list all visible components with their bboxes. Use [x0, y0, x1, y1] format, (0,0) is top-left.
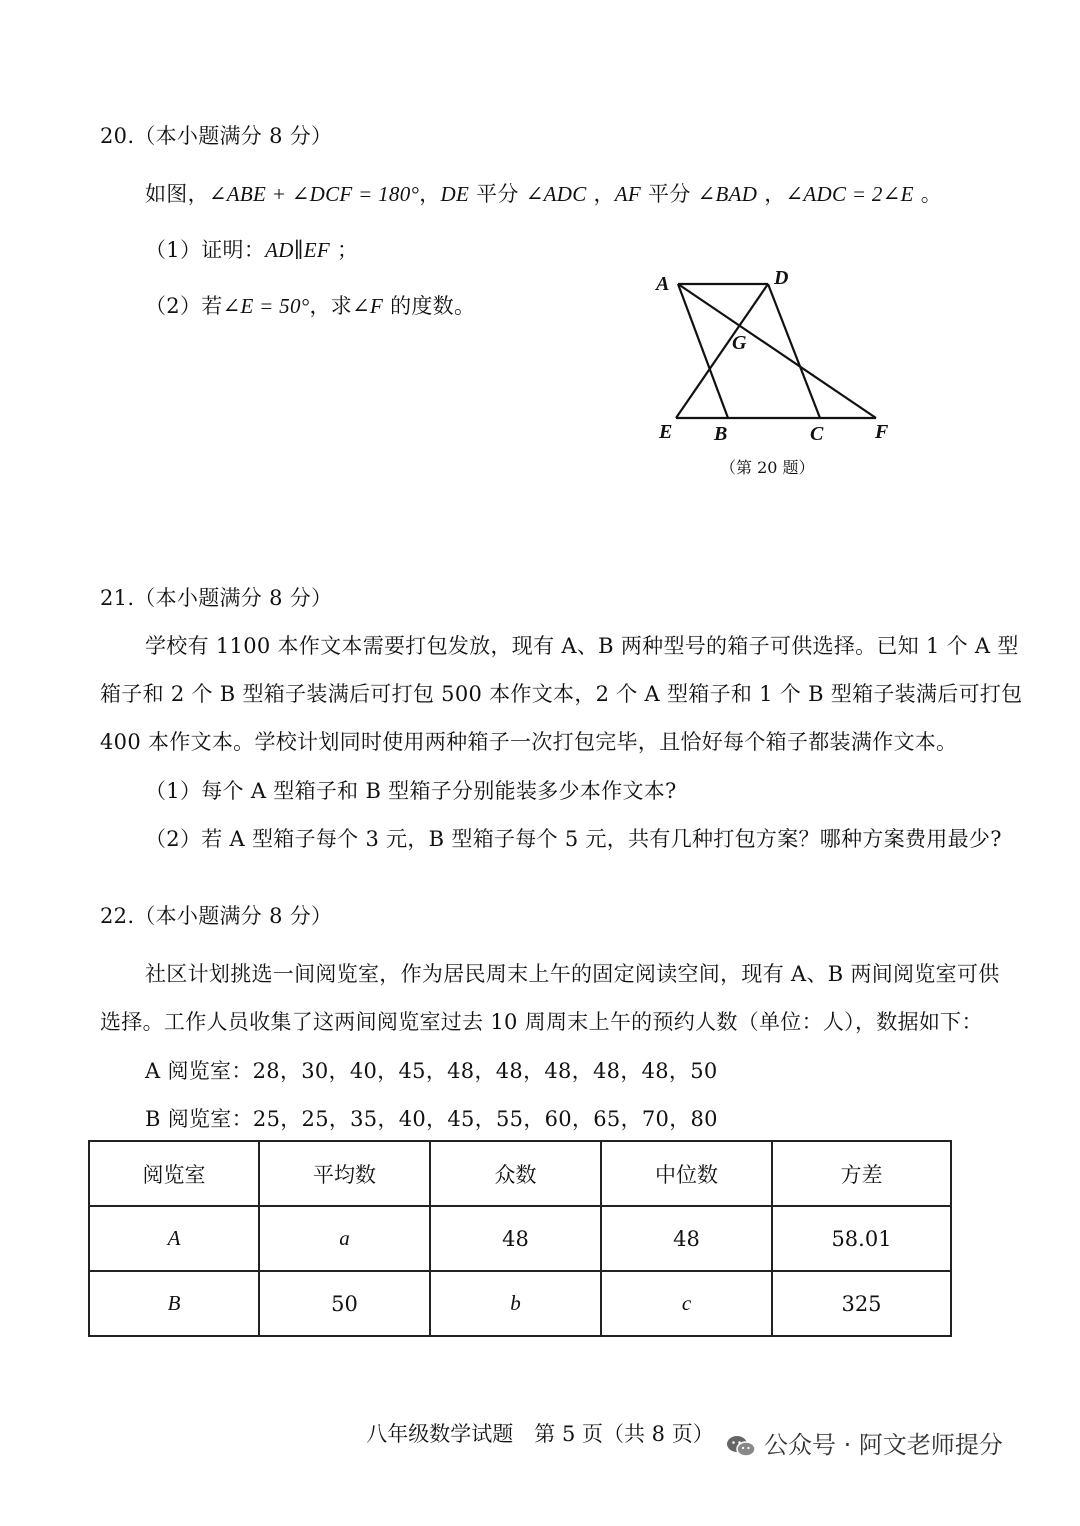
q20-stem-part: 平分: [469, 182, 526, 206]
q20-stem-part: 平分: [641, 182, 698, 206]
q20-stem-part: ，: [757, 182, 786, 206]
q22-line-1: 社区计划挑选一间阅览室，作为居民周末上午的固定阅读空间，现有 A、B 两间阅览室可供: [145, 962, 1000, 986]
q20-stem-math: ∠ADC: [525, 182, 587, 206]
q20-stem-part: ，: [586, 182, 615, 206]
table-cell: 58.01: [772, 1206, 951, 1271]
q20-stem-part: 。: [913, 182, 942, 206]
q21-line-1: 学校有 1100 本作文本需要打包发放，现有 A、B 两种型号的箱子可供选择。已知 1 个 A 型: [145, 634, 1019, 658]
q20-stem-math: ∠ABE + ∠DCF = 180°: [208, 182, 420, 206]
q20-subquestion-1: [145, 234, 358, 264]
wechat-icon: [726, 1435, 756, 1457]
q20-sub1-math: AD∥EF: [265, 238, 331, 262]
table-cell: 48: [601, 1206, 772, 1271]
table-cell: 50: [259, 1271, 430, 1336]
segment-AB: [678, 284, 728, 418]
q20-stem-math: AF: [614, 182, 642, 206]
label-G: G: [732, 332, 747, 354]
q20-sub1-prefix: （1）证明：: [145, 238, 266, 262]
q21-line-2: 箱子和 2 个 B 型箱子装满后可打包 500 本作文本，2 个 A 型箱子和 1 个 B 型箱子装满后可打包: [100, 682, 1023, 706]
q20-geometry-figure: [640, 262, 910, 482]
q20-header: 20.（本小题满分 8 分）: [100, 124, 333, 148]
q22-data-a: A 阅览室：28，30，40，45，48，48，48，48，48，50: [145, 1059, 718, 1083]
q20-stem-math: ∠ADC = 2∠E: [785, 182, 914, 206]
q22-header: 22.（本小题满分 8 分）: [100, 904, 333, 928]
watermark: [726, 1425, 1003, 1460]
q20-subquestion-2: [145, 290, 475, 320]
table-cell: 48: [430, 1206, 601, 1271]
label-F: F: [875, 421, 889, 443]
table-cell: a: [259, 1206, 430, 1271]
page-footer: 八年级数学试题 第 5 页（共 8 页）: [366, 1422, 714, 1446]
q21-header: 21.（本小题满分 8 分）: [100, 586, 333, 610]
segment-DE: [676, 284, 768, 418]
q21-subquestion-1: （1）每个 A 型箱子和 B 型箱子分别能装多少本作文本?: [145, 779, 677, 803]
segment-AF: [678, 284, 876, 418]
q21-line-3: 400 本作文本。学校计划同时使用两种箱子一次打包完毕，且恰好每个箱子都装满作文本。: [100, 730, 958, 754]
q20-sub2-prefix: （2）若: [145, 294, 223, 318]
label-B: B: [714, 423, 728, 445]
q20-sub2-suffix: 的度数。: [383, 294, 476, 318]
table-cell: b: [430, 1271, 601, 1336]
q20-sub1-suffix: ；: [330, 238, 359, 262]
q20-stem-part: ，: [419, 182, 441, 206]
q20-stem-math: DE: [440, 182, 470, 206]
table-cell: 325: [772, 1271, 951, 1336]
table-header-cell: 方差: [772, 1141, 951, 1206]
table-cell: c: [601, 1271, 772, 1336]
table-header-cell: 阅览室: [89, 1141, 259, 1206]
label-A: A: [656, 273, 670, 295]
q21-subquestion-2: （2）若 A 型箱子每个 3 元，B 型箱子每个 5 元，共有几种打包方案？哪种方案费用最少?: [145, 827, 1002, 851]
q22-data-b: B 阅览室：25，25，35，40，45，55，60，65，70，80: [145, 1107, 718, 1131]
table-header-cell: 中位数: [601, 1141, 772, 1206]
q20-sub2-mid: ，求: [309, 294, 353, 318]
q20-sub2-math: ∠F: [352, 294, 384, 318]
table-cell: B: [89, 1271, 259, 1336]
q22-statistics-table: [88, 1140, 952, 1337]
q20-sub2-math: ∠E = 50°: [222, 294, 310, 318]
label-E: E: [659, 421, 673, 443]
figure-caption: （第 20 题）: [720, 458, 815, 477]
q20-stem-math: ∠BAD: [697, 182, 758, 206]
label-C: C: [810, 423, 824, 445]
table-row: [89, 1206, 951, 1271]
table-header-cell: 众数: [430, 1141, 601, 1206]
table-header-row: [89, 1141, 951, 1206]
table-cell: A: [89, 1206, 259, 1271]
table-row: [89, 1271, 951, 1336]
label-D: D: [774, 267, 789, 289]
watermark-text: 公众号 · 阿文老师提分: [764, 1431, 1003, 1459]
q22-line-2: 选择。工作人员收集了这两间阅览室过去 10 周周末上午的预约人数（单位：人），数据如下：: [100, 1010, 983, 1034]
table-header-cell: 平均数: [259, 1141, 430, 1206]
q20-stem: [145, 178, 942, 208]
q20-stem-part: 如图，: [145, 182, 209, 206]
